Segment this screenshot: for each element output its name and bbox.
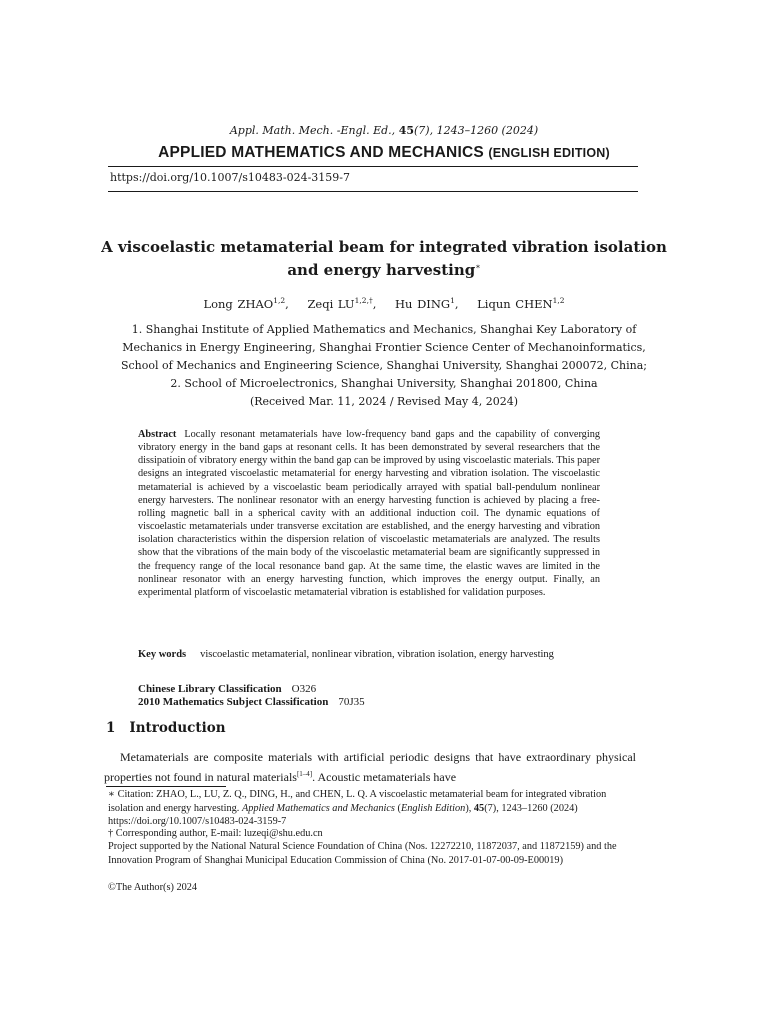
affiliations <box>0 321 768 411</box>
author-name: Zeqi LU <box>307 296 355 311</box>
citation-volume: 45 <box>473 802 485 814</box>
citation-journal: Applied Mathematics and Mechanics <box>241 802 395 814</box>
classification-clc <box>138 683 316 695</box>
author-affil-mark: 1,2 <box>552 296 565 305</box>
running-journal: Appl. Math. Mech. -Engl. Ed., <box>229 124 396 137</box>
affiliation-line: 2. School of Microelectronics, Shanghai University, Shanghai 201800, China <box>170 377 598 390</box>
doi-link[interactable]: https://doi.org/10.1007/s10483-024-3159-7 <box>110 171 351 184</box>
author-affil-mark: 1 <box>450 296 455 305</box>
author <box>203 297 285 311</box>
running-header <box>0 124 768 137</box>
abstract <box>138 428 600 599</box>
affiliation-line: School of Mechanics and Engineering Science, Shanghai University, Shanghai 200072, China; <box>120 359 647 372</box>
author-name: Hu DING <box>394 296 451 311</box>
title-line-1: A viscoelastic metamaterial beam for integrated vibration isolation <box>101 238 667 256</box>
author-affil-mark: 1,2,† <box>354 296 373 305</box>
classification-label: Chinese Library Classification <box>138 683 282 695</box>
running-pages: (7), 1243–1260 (2024) <box>414 124 539 137</box>
header-rule-top <box>108 166 638 167</box>
header-rule-bottom <box>108 191 638 192</box>
keywords-text: viscoelastic metamaterial, nonlinear vibration, vibration isolation, energy harvesting <box>200 649 554 660</box>
footnote-citation: ∗ Citation: ZHAO, L., LU, Z. Q., DING, H., and CHEN, L. Q. A viscoelastic metamaterial beam for integrated vibration isolation and energy harvesting. Applied Mathematics and Mechanics (English Edition), 45(7), 1243–1260 (2024) https://doi.org/10.1007/s10483-024-3159-7 <box>108 789 607 827</box>
title-line-2: and energy harvesting <box>287 261 476 279</box>
paper-title <box>0 238 768 280</box>
footnote-project: Project supported by the National Natural Science Foundation of China (Nos. 12272210, 11872037, and 11872159) and the Innovation Program of Shanghai Municipal Education Commission of China (No. 2017-01-07-00-09-E00019) <box>108 841 617 866</box>
section-number: 1 <box>106 720 116 736</box>
citation-ref[interactable]: [1–4] <box>296 770 313 778</box>
author-name: Long ZHAO <box>203 296 274 311</box>
abstract-text: Locally resonant metamaterials have low-frequency band gaps and the capability of converging vibratory energy in the band gaps at resonant cells. It has been demonstrated by several researchers that the dissipatioin of vibratory energy within the band gap can be improved by using viscoelastic materials. This paper designs an integrated viscoelastic metamaterial for energy harvesting and vibration isolation. The viscoelastic metamaterial is achieved by a viscoelastic beam periodically arrayed with spatial ball-pendulum nonlinear energy harvesters. The nonlinear resonator with an energy harvesting function is achieved by placing a free-rolling magnetic ball in a spherical cavity with an additional induction coil. The dynamic equations of viscoelastic metamaterials under transverse excitation are established, and the energy harvesting and vibration isolation characteristics within the dispersion relation of viscoelastic metamaterials are analyzed. The results show that the vibrations of the main body of the viscoelastic metamaterial beam are significantly suppressed in the frequency range of the local resonance band gap. At the same time, the elastic waves are limited in the nonlinear resonator with an energy harvesting function, which improves the energy output. Finally, an experimental platform of viscoelastic metamaterial vibration is established for validation purposes. <box>138 429 601 598</box>
journal-title: APPLIED MATHEMATICS AND MECHANICS <box>158 144 484 161</box>
citation-edition: English Edition <box>400 802 466 814</box>
author <box>395 297 455 311</box>
author <box>307 297 372 311</box>
citation-text: ∗ Citation: ZHAO, L., LU, Z. Q., DING, H., and CHEN, L. Q. A viscoelastic metamaterial beam for integrated vibration isolation and energy harvesting. <box>108 789 607 814</box>
intro-text: Metamaterials are composite materials with artificial periodic designs that have extraordinary physical properties not found in natural materials <box>104 750 636 784</box>
classification-value: 70J35 <box>338 696 365 708</box>
footnote-copyright: ©The Author(s) 2024 <box>108 882 198 893</box>
intro-text-end: . Acoustic metamaterials have <box>312 770 457 784</box>
title-footnote-mark: ∗ <box>475 262 481 271</box>
classification-msc <box>138 696 365 708</box>
footnote-rule <box>106 786 226 787</box>
author <box>477 297 564 311</box>
affiliation-line: Mechanics in Energy Engineering, Shanghai Frontier Science Center of Mechanoinformatics, <box>122 341 646 354</box>
footnote-corresponding: † Corresponding author, E-mail: luzeqi@shu.edu.cn <box>108 828 323 839</box>
abstract-label: Abstract <box>138 429 177 440</box>
intro-paragraph <box>104 749 636 786</box>
journal-edition: (ENGLISH EDITION) <box>488 146 610 160</box>
journal-name <box>0 144 768 162</box>
author-name: Liqun CHEN <box>477 296 553 311</box>
running-volume: 45 <box>398 124 414 137</box>
section-title: Introduction <box>129 720 226 736</box>
citation-pages: (7), 1243–1260 (2024) https://doi.org/10.1007/s10483-024-3159-7 <box>108 802 578 827</box>
section-heading <box>106 720 226 736</box>
author-affil-mark: 1,2 <box>273 296 286 305</box>
keywords-label: Key words <box>138 649 187 660</box>
keywords <box>138 648 600 662</box>
classification-value: O326 <box>291 683 317 695</box>
affiliation-line: 1. Shanghai Institute of Applied Mathematics and Mechanics, Shanghai Key Laboratory of <box>131 323 637 336</box>
author-list: Long ZHAO$^{1,2}$, Zeqi $LU^{1,2,\dagger}$, Hu DING$^1$, Liqun CHEN$^{1,2}$ <box>203 296 565 311</box>
received-dates: (Received Mar. 11, 2024 / Revised May 4, 2024) <box>249 395 519 408</box>
classification-label: 2010 Mathematics Subject Classification <box>138 696 329 708</box>
